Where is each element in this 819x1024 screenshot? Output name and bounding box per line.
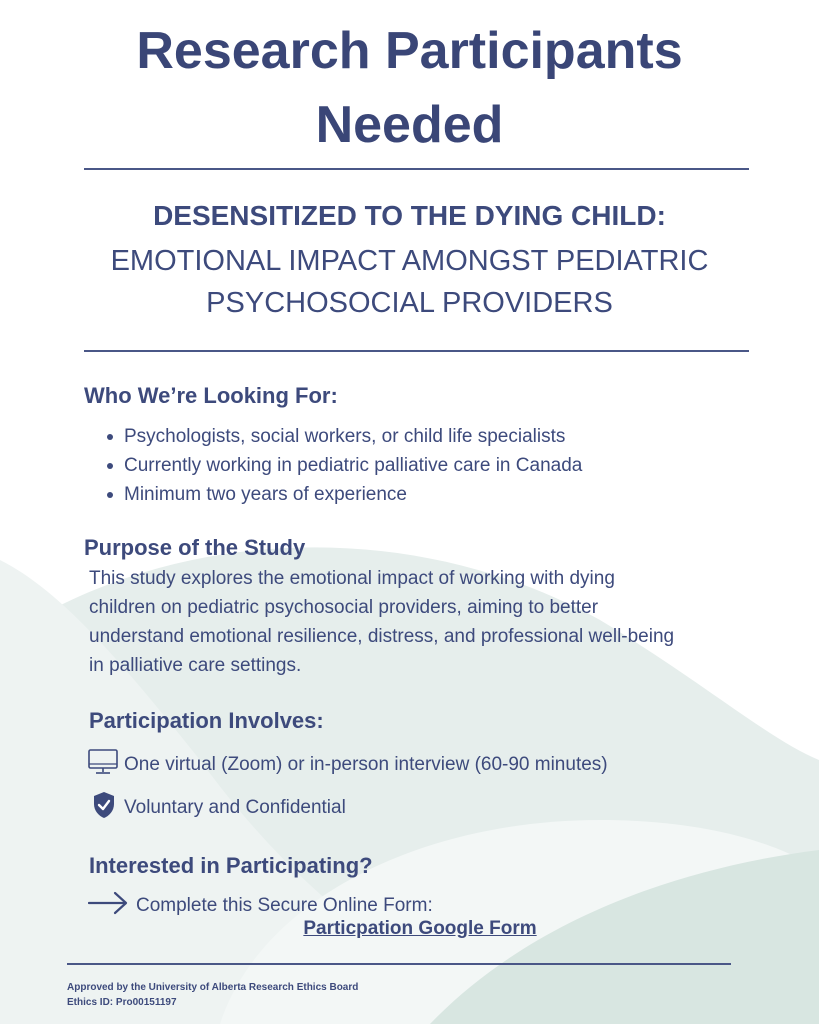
purpose-line: in palliative care settings.: [89, 655, 302, 676]
cta-text: Complete this Secure Online Form:: [136, 895, 433, 916]
study-subtitle-line-1: EMOTIONAL IMPACT AMONGST PEDIATRIC: [110, 245, 709, 277]
title-line-1: Research Participants: [136, 22, 683, 80]
study-subtitle-line-2: PSYCHOSOCIAL PROVIDERS: [206, 287, 613, 319]
monitor-icon: [88, 749, 118, 781]
page-title: [0, 14, 819, 162]
divider-footer: [67, 963, 731, 965]
divider-middle: [84, 350, 749, 352]
list-item: Psychologists, social workers, or child life specialists: [104, 422, 582, 451]
looking-for-list: [104, 422, 582, 509]
footer: [67, 980, 358, 1010]
participation-item-confidential: [88, 791, 346, 825]
list-item: Minimum two years of experience: [104, 480, 582, 509]
divider-top: [84, 168, 749, 170]
list-item: Currently working in pediatric palliative care in Canada: [104, 451, 582, 480]
looking-for-heading: Who We’re Looking For:: [84, 383, 338, 408]
ethics-approval-text: Approved by the University of Alberta Research Ethics Board: [67, 982, 359, 993]
participation-heading: Participation Involves:: [89, 708, 324, 733]
ethics-id-text: Ethics ID: Pro00151197: [67, 997, 177, 1008]
purpose-line: This study explores the emotional impact of working with dying: [89, 568, 615, 589]
purpose-text: [89, 564, 749, 680]
participation-item-text: Voluntary and Confidential: [124, 797, 346, 818]
participation-item-interview: [88, 749, 608, 781]
purpose-line: children on pediatric psychosocial providers, aiming to better: [89, 597, 599, 618]
google-form-link[interactable]: Particpation Google Form: [303, 918, 537, 939]
study-title: DESENSITIZED TO THE DYING CHILD:: [153, 200, 666, 231]
purpose-heading: Purpose of the Study: [84, 535, 306, 560]
participation-item-text: One virtual (Zoom) or in-person interview (60-90 minutes): [124, 754, 608, 775]
title-line-2: Needed: [315, 96, 504, 154]
interested-heading: Interested in Participating?: [89, 853, 373, 878]
purpose-line: understand emotional resilience, distress, and professional well-being: [89, 626, 675, 647]
shield-check-icon: [92, 791, 116, 825]
study-subtitle: [0, 240, 819, 324]
